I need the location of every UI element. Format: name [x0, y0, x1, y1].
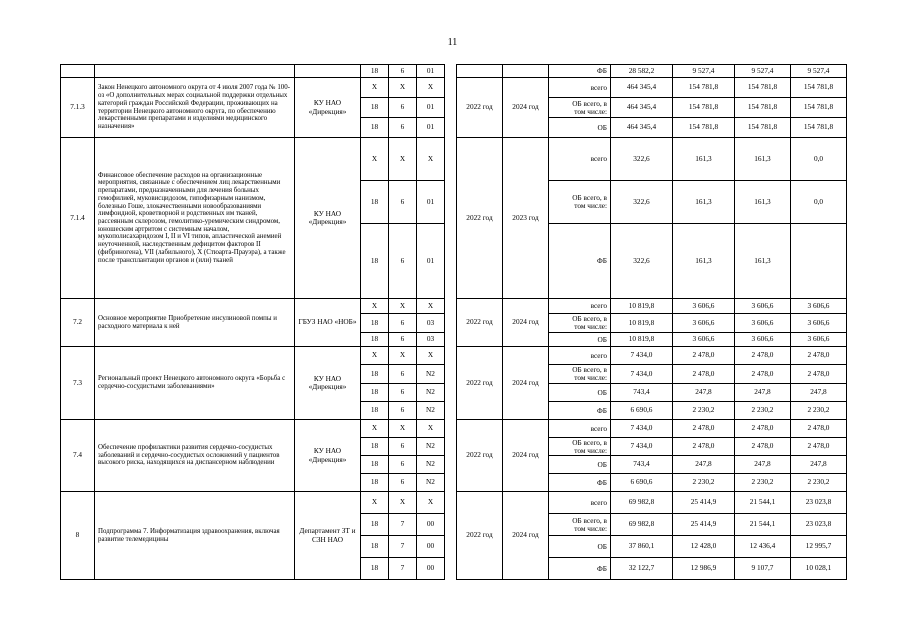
amount-cell: 2 230,2 — [673, 474, 735, 492]
code-cell: N2 — [417, 402, 445, 420]
amount-cell: 247,8 — [791, 456, 847, 474]
amount-cell: 161,3 — [735, 224, 791, 299]
funding-source: ОБ всего, в том числе: — [561, 365, 611, 384]
code-cell: 6 — [389, 224, 417, 299]
amount-cell: 3 606,6 — [673, 299, 735, 314]
amount-cell: 154 781,8 — [791, 78, 847, 98]
code-cell: X — [417, 492, 445, 514]
executor: КУ НАО «Дирекция» — [295, 420, 361, 492]
amount-cell: 7 434,0 — [611, 438, 673, 456]
code-cell: 03 — [417, 333, 445, 347]
code-cell: 18 — [361, 314, 389, 333]
code-cell: 18 — [361, 365, 389, 384]
table-row — [61, 347, 847, 365]
amount-cell: 2 478,0 — [735, 438, 791, 456]
spacer-cell — [549, 438, 561, 456]
row-description — [95, 65, 295, 78]
executor: КУ НАО «Дирекция» — [295, 78, 361, 138]
amount-cell: 247,8 — [673, 384, 735, 402]
amount-cell: 7 434,0 — [611, 365, 673, 384]
amount-cell: 12 428,0 — [673, 536, 735, 558]
code-cell: X — [361, 347, 389, 365]
amount-cell: 3 606,6 — [735, 299, 791, 314]
code-cell: 01 — [417, 118, 445, 138]
end-year — [503, 65, 549, 78]
amount-cell: 154 781,8 — [791, 118, 847, 138]
funding-source: всего — [561, 138, 611, 181]
code-cell: X — [361, 420, 389, 438]
amount-cell: 322,6 — [611, 138, 673, 181]
amount-cell: 0,0 — [791, 181, 847, 224]
funding-source: всего — [561, 420, 611, 438]
code-cell: 01 — [417, 224, 445, 299]
code-cell: X — [389, 299, 417, 314]
amount-cell: 247,8 — [673, 456, 735, 474]
spacer-cell — [445, 138, 457, 299]
code-cell: 7 — [389, 536, 417, 558]
end-year: 2024 год — [503, 347, 549, 420]
code-cell: N2 — [417, 365, 445, 384]
code-cell: 6 — [389, 438, 417, 456]
code-cell: 6 — [389, 181, 417, 224]
code-cell: 18 — [361, 333, 389, 347]
code-cell: 18 — [361, 514, 389, 536]
amount-cell: 2 478,0 — [735, 347, 791, 365]
amount-cell: 9 527,4 — [673, 65, 735, 78]
amount-cell: 10 819,8 — [611, 333, 673, 347]
code-cell: 6 — [389, 402, 417, 420]
amount-cell: 2 478,0 — [673, 438, 735, 456]
funding-source: ОБ всего, в том числе: — [561, 181, 611, 224]
row-description: Региональный проект Ненецкого автономного округа «Борьба с сердечно-сосудистыми заболеваниями» — [95, 347, 295, 420]
spacer-cell — [549, 514, 561, 536]
spacer-cell — [549, 402, 561, 420]
code-cell: 00 — [417, 514, 445, 536]
amount-cell: 322,6 — [611, 181, 673, 224]
spacer-cell — [549, 314, 561, 333]
code-cell: 18 — [361, 558, 389, 580]
code-cell: X — [389, 78, 417, 98]
code-cell: 6 — [389, 118, 417, 138]
funding-source: ОБ всего, в том числе: — [561, 514, 611, 536]
code-cell: X — [417, 138, 445, 181]
amount-cell: 154 781,8 — [673, 98, 735, 118]
amount-cell: 3 606,6 — [735, 333, 791, 347]
code-cell: X — [417, 78, 445, 98]
funding-source: ФБ — [561, 65, 611, 78]
amount-cell: 6 690,6 — [611, 474, 673, 492]
spacer-cell — [549, 98, 561, 118]
end-year: 2024 год — [503, 299, 549, 347]
code-cell: 6 — [389, 314, 417, 333]
amount-cell: 37 860,1 — [611, 536, 673, 558]
code-cell: 18 — [361, 456, 389, 474]
amount-cell: 9 527,4 — [735, 65, 791, 78]
amount-cell: 2 230,2 — [735, 402, 791, 420]
page-number: 11 — [447, 37, 458, 48]
row-number: 7.4 — [61, 420, 95, 492]
row-description: Обеспечение профилактики развития сердечно-сосудистых заболеваний и сердечно-сосудистых осложнений у пациентов высокого риска, находящихся на диспансерном наблюдении — [95, 420, 295, 492]
amount-cell: 0,0 — [791, 138, 847, 181]
amount-cell: 2 478,0 — [791, 365, 847, 384]
amount-cell: 9 107,7 — [735, 558, 791, 580]
end-year: 2023 год — [503, 138, 549, 299]
amount-cell: 2 230,2 — [791, 474, 847, 492]
executor: ГБУЗ НАО «НОБ» — [295, 299, 361, 347]
code-cell: X — [361, 138, 389, 181]
start-year: 2022 год — [457, 299, 503, 347]
amount-cell: 3 606,6 — [791, 299, 847, 314]
code-cell: 6 — [389, 365, 417, 384]
spacer-cell — [549, 420, 561, 438]
funding-source: ОБ — [561, 118, 611, 138]
spacer-cell — [549, 118, 561, 138]
amount-cell: 154 781,8 — [673, 78, 735, 98]
funding-source: ФБ — [561, 224, 611, 299]
end-year: 2024 год — [503, 420, 549, 492]
code-cell: 18 — [361, 98, 389, 118]
amount-cell: 6 690,6 — [611, 402, 673, 420]
amount-cell: 464 345,4 — [611, 118, 673, 138]
table-row — [61, 138, 847, 181]
row-description: Финансовое обеспечение расходов на организационные мероприятия, связанные с обеспечением лиц лекарственными препаратами, предназначенными для лечения больных гемофилией, муковисцидозом, гипофизарным нанизмом, болезнью Гоше, злокачественными новообразованиями лимфоидной, кроветворной и родственных им тканей, рассеянным склерозом, гемолитико-уремическим синдромом, юношеским артритом с системным началом, мукополисахаридозом I, II и VI типов, апластической анемией неуточненной, наследственным дефицитом факторов II (фибриногена), VII (лабильного), X (Стюарта-Прауэра), а также после трансплантации органов и (или) тканей — [95, 138, 295, 299]
amount-cell: 7 434,0 — [611, 420, 673, 438]
amount-cell — [791, 224, 847, 299]
funding-source: всего — [561, 347, 611, 365]
funding-source: ОБ всего, в том числе: — [561, 438, 611, 456]
amount-cell: 25 414,9 — [673, 492, 735, 514]
amount-cell: 2 478,0 — [673, 347, 735, 365]
amount-cell: 154 781,8 — [791, 98, 847, 118]
spacer-cell — [445, 492, 457, 580]
amount-cell: 2 230,2 — [735, 474, 791, 492]
spacer-cell — [549, 536, 561, 558]
amount-cell: 464 345,4 — [611, 78, 673, 98]
row-number: 7.1.3 — [61, 78, 95, 138]
spacer-cell — [549, 365, 561, 384]
amount-cell: 2 478,0 — [673, 365, 735, 384]
start-year — [457, 65, 503, 78]
executor: КУ НАО «Дирекция» — [295, 138, 361, 299]
funding-source: всего — [561, 299, 611, 314]
table-body — [61, 65, 847, 580]
amount-cell: 743,4 — [611, 384, 673, 402]
spacer-cell — [445, 347, 457, 420]
code-cell: X — [361, 299, 389, 314]
amount-cell: 2 478,0 — [735, 365, 791, 384]
spacer-cell — [445, 78, 457, 138]
funding-source: ФБ — [561, 474, 611, 492]
code-cell: 6 — [389, 474, 417, 492]
funding-source: ФБ — [561, 558, 611, 580]
amount-cell: 12 995,7 — [791, 536, 847, 558]
end-year: 2024 год — [503, 78, 549, 138]
amount-cell: 3 606,6 — [735, 314, 791, 333]
executor: КУ НАО «Дирекция» — [295, 347, 361, 420]
code-cell: 03 — [417, 314, 445, 333]
start-year: 2022 год — [457, 78, 503, 138]
spacer-cell — [549, 474, 561, 492]
code-cell: X — [417, 347, 445, 365]
code-cell: 18 — [361, 181, 389, 224]
amount-cell: 2 478,0 — [791, 438, 847, 456]
amount-cell: 69 982,8 — [611, 514, 673, 536]
amount-cell: 161,3 — [673, 181, 735, 224]
amount-cell: 464 345,4 — [611, 98, 673, 118]
code-cell: 18 — [361, 384, 389, 402]
funding-source: ФБ — [561, 402, 611, 420]
amount-cell: 25 414,9 — [673, 514, 735, 536]
amount-cell: 10 819,8 — [611, 314, 673, 333]
amount-cell: 21 544,1 — [735, 514, 791, 536]
start-year: 2022 год — [457, 138, 503, 299]
table-row — [61, 492, 847, 514]
code-cell: N2 — [417, 438, 445, 456]
amount-cell: 2 478,0 — [673, 420, 735, 438]
code-cell: 7 — [389, 558, 417, 580]
spacer-cell — [445, 65, 457, 78]
spacer-cell — [549, 492, 561, 514]
row-number: 7.1.4 — [61, 138, 95, 299]
amount-cell: 161,3 — [735, 138, 791, 181]
code-cell: 18 — [361, 474, 389, 492]
row-number: 7.2 — [61, 299, 95, 347]
funding-source: ОБ — [561, 384, 611, 402]
amount-cell: 12 986,9 — [673, 558, 735, 580]
spacer-cell — [549, 65, 561, 78]
amount-cell: 2 478,0 — [735, 420, 791, 438]
executor: Департамент ЗТ и СЗН НАО — [295, 492, 361, 580]
amount-cell: 743,4 — [611, 456, 673, 474]
funding-source: ОБ всего, в том числе: — [561, 98, 611, 118]
code-cell: 6 — [389, 456, 417, 474]
amount-cell: 154 781,8 — [735, 118, 791, 138]
end-year: 2024 год — [503, 492, 549, 580]
amount-cell: 23 023,8 — [791, 514, 847, 536]
amount-cell: 10 028,1 — [791, 558, 847, 580]
amount-cell: 161,3 — [735, 181, 791, 224]
amount-cell: 2 230,2 — [791, 402, 847, 420]
spacer-cell — [549, 558, 561, 580]
row-description: Подпрограмма 7. Информатизация здравоохранения, включая развитие телемедицины — [95, 492, 295, 580]
code-cell: 18 — [361, 438, 389, 456]
amount-cell: 21 544,1 — [735, 492, 791, 514]
spacer-cell — [445, 299, 457, 347]
code-cell: X — [389, 420, 417, 438]
amount-cell: 3 606,6 — [673, 314, 735, 333]
spacer-cell — [549, 138, 561, 181]
table-row — [61, 420, 847, 438]
amount-cell: 23 023,8 — [791, 492, 847, 514]
funding-source: ОБ всего, в том числе: — [561, 314, 611, 333]
spacer-cell — [549, 299, 561, 314]
spacer-cell — [445, 420, 457, 492]
budget-table — [60, 64, 847, 580]
funding-source: всего — [561, 492, 611, 514]
amount-cell: 28 582,2 — [611, 65, 673, 78]
start-year: 2022 год — [457, 492, 503, 580]
start-year: 2022 год — [457, 420, 503, 492]
code-cell: 6 — [389, 333, 417, 347]
row-number: 7.3 — [61, 347, 95, 420]
code-cell: 01 — [417, 181, 445, 224]
amount-cell: 2 478,0 — [791, 347, 847, 365]
code-cell: 6 — [389, 65, 417, 78]
code-cell: X — [361, 492, 389, 514]
row-description: Закон Ненецкого автономного округа от 4 июля 2007 года № 100-оз «О дополнительных мерах социальной поддержки отдельных категорий граждан Российской Федерации, проживающих на территории Ненецкого автономного округа, по обеспечению лекарственными препаратами и изделиями медицинского назначения» — [95, 78, 295, 138]
amount-cell: 3 606,6 — [673, 333, 735, 347]
amount-cell: 32 122,7 — [611, 558, 673, 580]
amount-cell: 9 527,4 — [791, 65, 847, 78]
amount-cell: 161,3 — [673, 138, 735, 181]
spacer-cell — [549, 181, 561, 224]
code-cell: X — [389, 492, 417, 514]
amount-cell: 247,8 — [735, 384, 791, 402]
amount-cell: 154 781,8 — [735, 98, 791, 118]
amount-cell: 322,6 — [611, 224, 673, 299]
amount-cell: 3 606,6 — [791, 314, 847, 333]
amount-cell: 2 230,2 — [673, 402, 735, 420]
code-cell: 18 — [361, 118, 389, 138]
amount-cell: 3 606,6 — [791, 333, 847, 347]
code-cell: 6 — [389, 98, 417, 118]
funding-source: всего — [561, 78, 611, 98]
code-cell: X — [361, 78, 389, 98]
code-cell: 6 — [389, 384, 417, 402]
amount-cell: 161,3 — [673, 224, 735, 299]
amount-cell: 247,8 — [791, 384, 847, 402]
code-cell: 18 — [361, 402, 389, 420]
funding-source: ОБ — [561, 456, 611, 474]
amount-cell: 10 819,8 — [611, 299, 673, 314]
funding-source: ОБ — [561, 536, 611, 558]
amount-cell: 154 781,8 — [735, 78, 791, 98]
table-row — [61, 65, 847, 78]
table-row — [61, 78, 847, 98]
code-cell: X — [417, 299, 445, 314]
row-number — [61, 65, 95, 78]
code-cell: X — [417, 420, 445, 438]
executor — [295, 65, 361, 78]
code-cell: 00 — [417, 558, 445, 580]
spacer-cell — [549, 347, 561, 365]
code-cell: 7 — [389, 514, 417, 536]
amount-cell: 12 436,4 — [735, 536, 791, 558]
funding-source: ОБ — [561, 333, 611, 347]
code-cell: X — [389, 347, 417, 365]
code-cell: 01 — [417, 65, 445, 78]
amount-cell: 7 434,0 — [611, 347, 673, 365]
amount-cell: 2 478,0 — [791, 420, 847, 438]
code-cell: 18 — [361, 536, 389, 558]
code-cell: N2 — [417, 474, 445, 492]
table-row — [61, 299, 847, 314]
spacer-cell — [549, 456, 561, 474]
code-cell: 18 — [361, 65, 389, 78]
amount-cell: 69 982,8 — [611, 492, 673, 514]
code-cell: X — [389, 138, 417, 181]
amount-cell: 154 781,8 — [673, 118, 735, 138]
row-description: Основное мероприятие Приобретение инсулиновой помпы и расходного материала к ней — [95, 299, 295, 347]
code-cell: 18 — [361, 224, 389, 299]
spacer-cell — [549, 384, 561, 402]
code-cell: N2 — [417, 384, 445, 402]
start-year: 2022 год — [457, 347, 503, 420]
code-cell: N2 — [417, 456, 445, 474]
spacer-cell — [549, 78, 561, 98]
spacer-cell — [549, 224, 561, 299]
code-cell: 01 — [417, 98, 445, 118]
amount-cell: 247,8 — [735, 456, 791, 474]
code-cell: 00 — [417, 536, 445, 558]
row-number: 8 — [61, 492, 95, 580]
spacer-cell — [549, 333, 561, 347]
